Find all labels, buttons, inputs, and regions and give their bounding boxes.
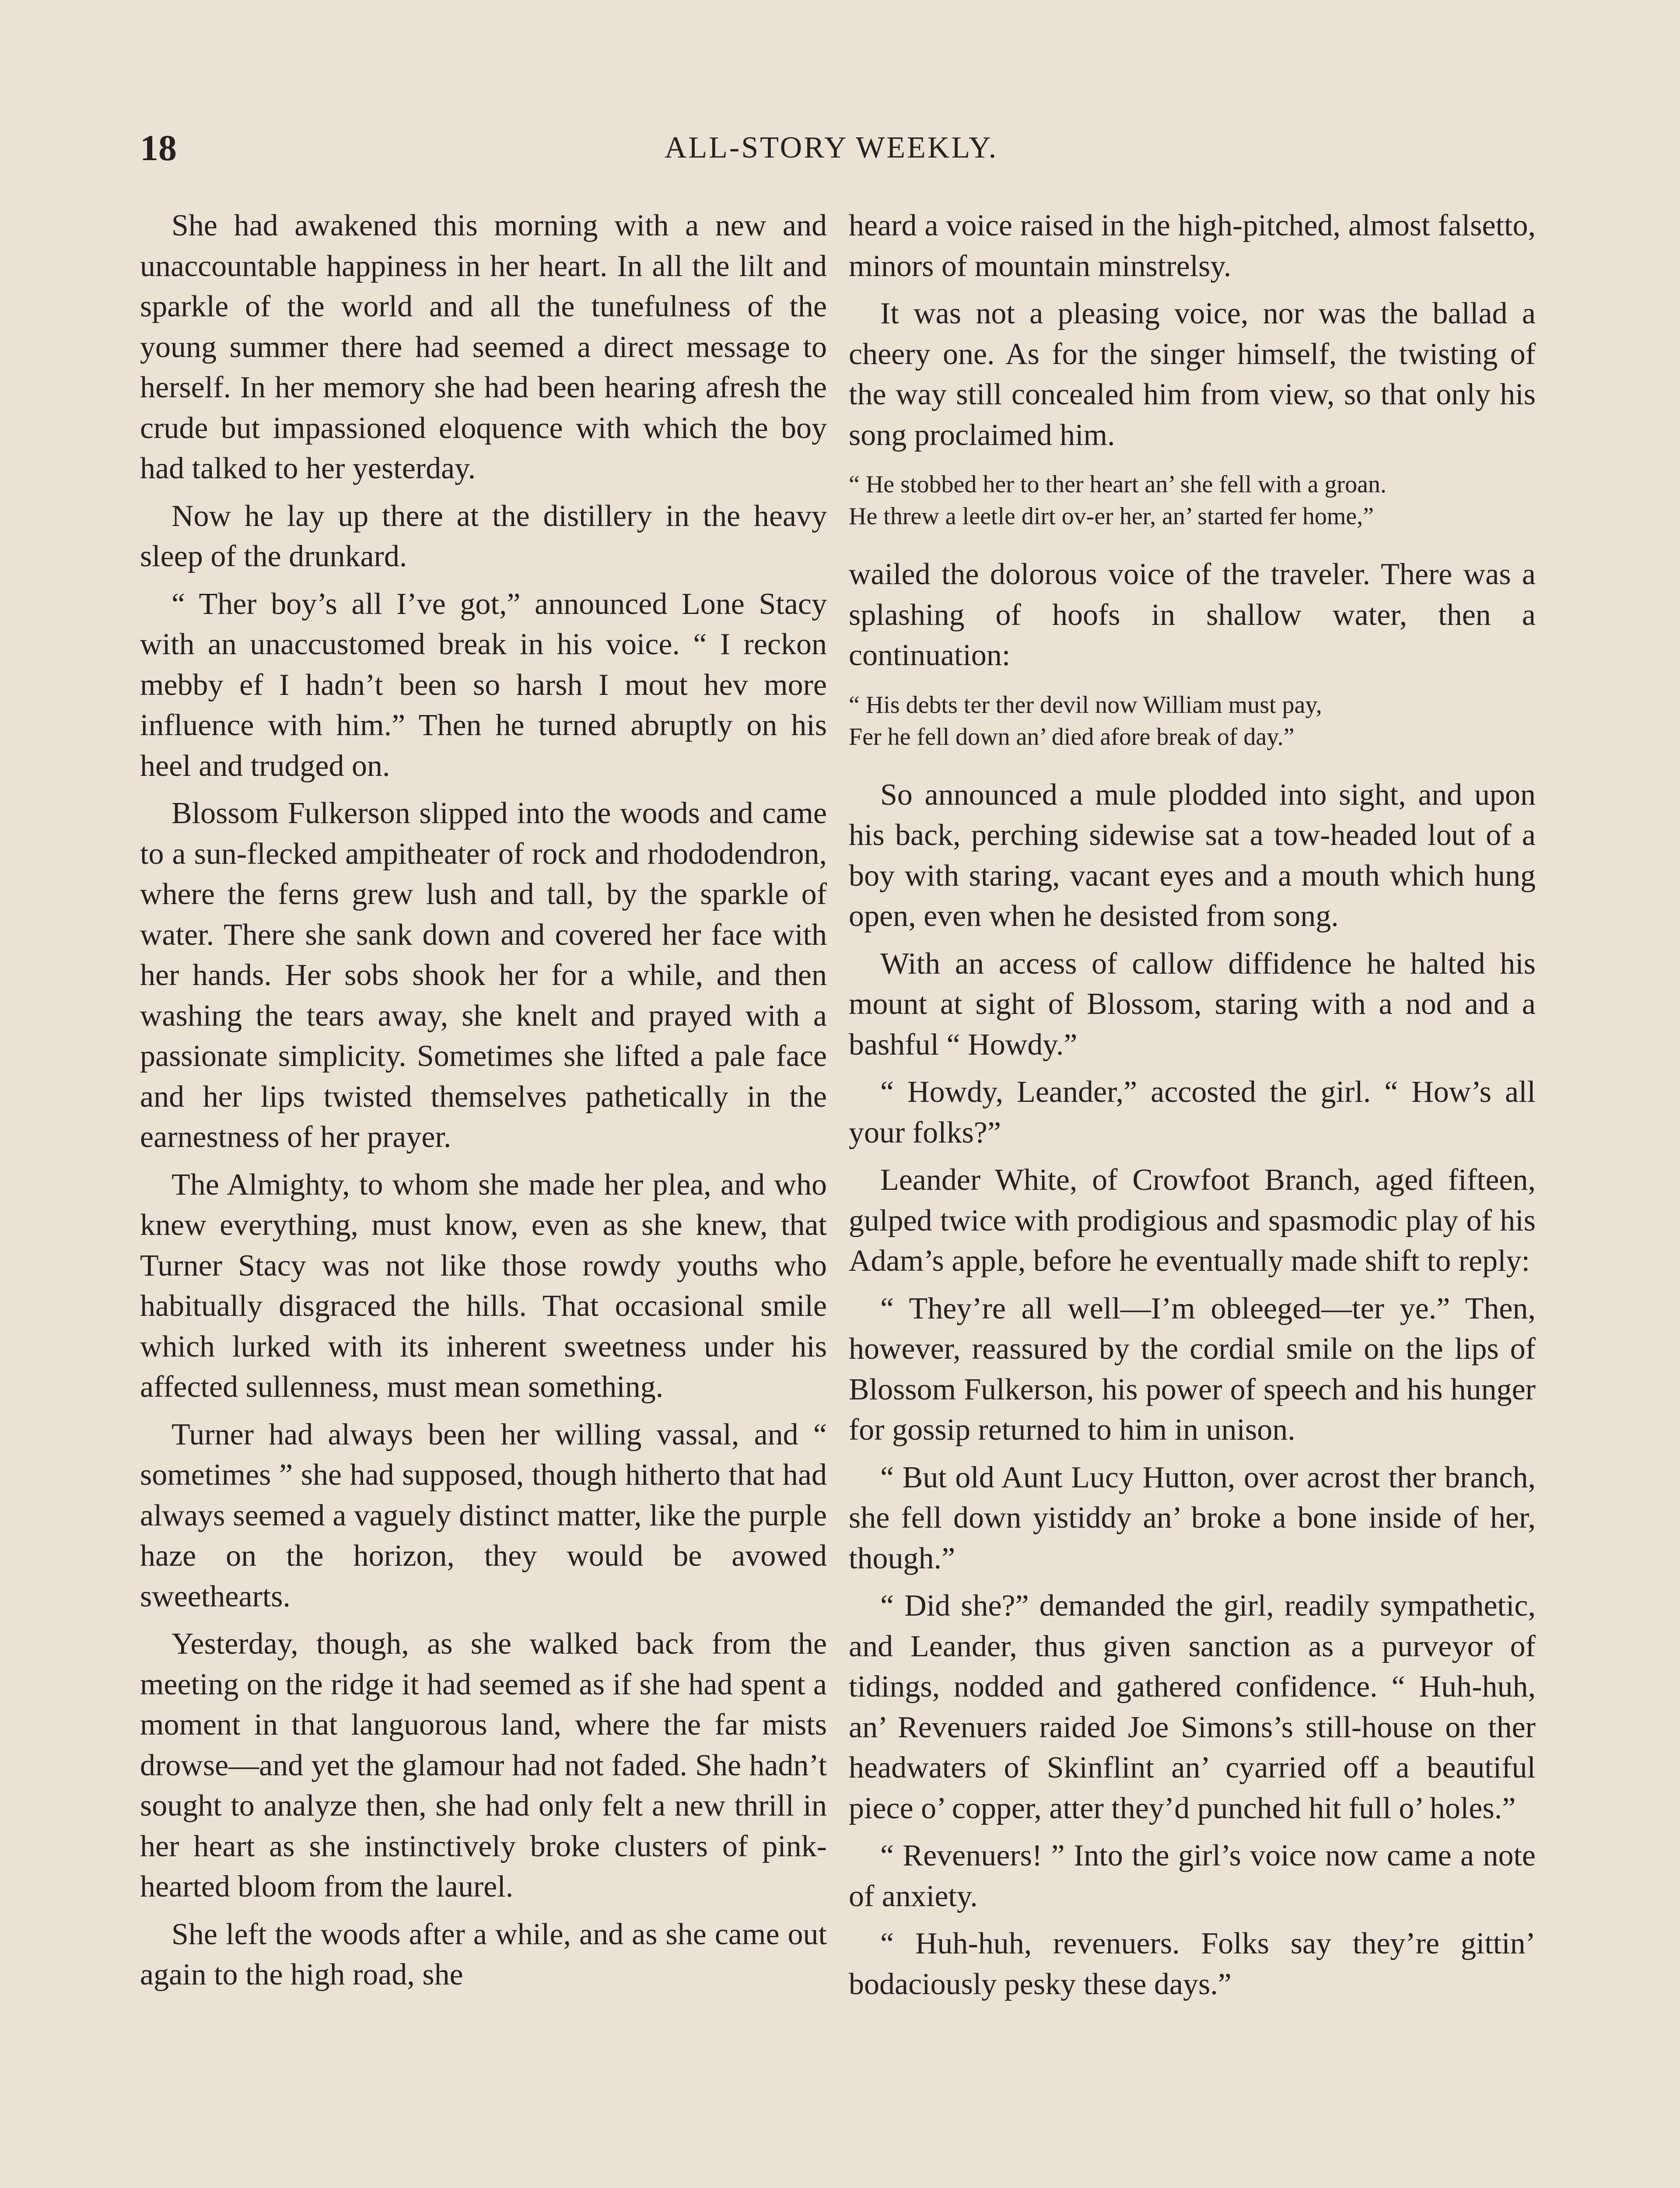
paragraph-continued: heard a voice raised in the high-pitched, almost falsetto, minors of mountain minstrelsy. xyxy=(849,209,1536,283)
paragraph: wailed the dolorous voice of the traveler. There was a splashing of hoofs in shallow water, then a continuation: xyxy=(849,558,1536,672)
paragraph: “ Revenuers! ” Into the girl’s voice now came a note of anxiety. xyxy=(849,1839,1536,1913)
right-column xyxy=(849,206,1536,2012)
paragraph: With an access of callow diffidence he halted his mount at sight of Blossom, staring with a nod and a bashful “ Howdy.” xyxy=(849,947,1536,1062)
paragraph: “ Huh-huh, revenuers. Folks say they’re gittin’ bodaciously pesky these days.” xyxy=(849,1927,1536,2001)
left-column xyxy=(140,206,827,2002)
paragraph: “ Ther boy’s all I’ve got,” announced Lone Stacy with an unaccustomed break in his voice. “ I reckon mebby ef I hadn’t been so harsh I mout hev more influence with him.” Then he turned abruptly on his heel and trudged on. xyxy=(140,587,827,783)
page-number: 18 xyxy=(140,128,177,168)
paragraph: “ Howdy, Leander,” accosted the girl. “ How’s all your folks?” xyxy=(849,1075,1536,1150)
paragraph: The Almighty, to whom she made her plea, and who knew everything, must know, even as she knew, that Turner Stacy was not like those rowdy youths who habitually disgraced the hills. That occasional smile which lurked with its inherent sweetness under his affected sullenness, must mean something. xyxy=(140,1168,827,1404)
paragraph: “ They’re all well—I’m obleeged—ter ye.” Then, however, reassured by the cordial smile on the lips of Blossom Fulkerson, his power of speech and his hunger for gossip returned to him in unison. xyxy=(849,1291,1536,1447)
paragraph: She had awakened this morning with a new and unaccountable happiness in her heart. In all the lilt and sparkle of the world and all the tunefulness of the young summer there had seemed a direct message to herself. In her memory she had been hearing afresh the crude but impassioned eloquence with which the boy had talked to her yesterday. xyxy=(140,209,827,485)
paragraph: “ Did she?” demanded the girl, readily sympathetic, and Leander, thus given sanction as a purveyor of tidings, nodded and gathered confidence. “ Huh-huh, an’ Revenuers raided Joe Simons’s still-house on ther headwaters of Skinflint an’ cyarried off a beautiful piece o’ copper, atter they’d punched hit full o’ holes.” xyxy=(849,1589,1536,1825)
paragraph: Blossom Fulkerson slipped into the woods and came to a sun-flecked ampitheater of rock and rhododendron, where the ferns grew lush and tall, by the sparkle of water. There she sank down and covered her face with her hands. Her sobs shook her for a while, and then washing the tears away, she knelt and prayed with a passionate simplicity. Sometimes she lifted a pale face and her lips twisted themselves pathetically in the earnestness of her prayer. xyxy=(140,796,827,1154)
verse-line: Fer he fell down an’ died afore break of day.” xyxy=(849,723,1295,750)
verse-line: “ His debts ter ther devil now William must pay, xyxy=(849,691,1322,719)
song-verse xyxy=(849,689,1536,753)
paragraph: So announced a mule plodded into sight, and upon his back, perching sidewise sat a tow-headed lout of a boy with staring, vacant eyes and a mouth which hung open, even when he desisted from song. xyxy=(849,778,1536,933)
paragraph: Turner had always been her willing vassal, and “ sometimes ” she had supposed, though hitherto that had always seemed a vaguely distinct matter, like the purple haze on the horizon, they would be avowed sweethearts. xyxy=(140,1417,827,1613)
running-title: ALL-STORY WEEKLY. xyxy=(664,131,998,165)
song-verse xyxy=(849,469,1536,533)
paragraph: She left the woods after a while, and as she came out again to the high road, she xyxy=(140,1917,827,1992)
verse-line: “ He stobbed her to ther heart an’ she fell with a groan. xyxy=(849,471,1386,498)
paragraph: “ But old Aunt Lucy Hutton, over acrost ther branch, she fell down yistiddy an’ broke a bone inside of her, though.” xyxy=(849,1460,1536,1575)
verse-line: He threw a leetle dirt ov-er her, an’ started fer home,” xyxy=(849,503,1374,530)
paragraph: Leander White, of Crowfoot Branch, aged fifteen, gulped twice with prodigious and spasmodic play of his Adam’s apple, before he eventually made shift to reply: xyxy=(849,1163,1536,1278)
paragraph: Yesterday, though, as she walked back from the meeting on the ridge it had seemed as if she had spent a moment in that languorous land, where the far mists drowse—and yet the glamour had not faded. She hadn’t sought to analyze then, she had only felt a new thrill in her heart as she instinctively broke clusters of pink-hearted bloom from the laurel. xyxy=(140,1627,827,1904)
paragraph: Now he lay up there at the distillery in the heavy sleep of the drunkard. xyxy=(140,499,827,573)
paragraph: It was not a pleasing voice, nor was the ballad a cheery one. As for the singer himself, the twisting of the way still concealed him from view, so that only his song proclaimed him. xyxy=(849,297,1536,452)
page-header xyxy=(140,127,1522,179)
